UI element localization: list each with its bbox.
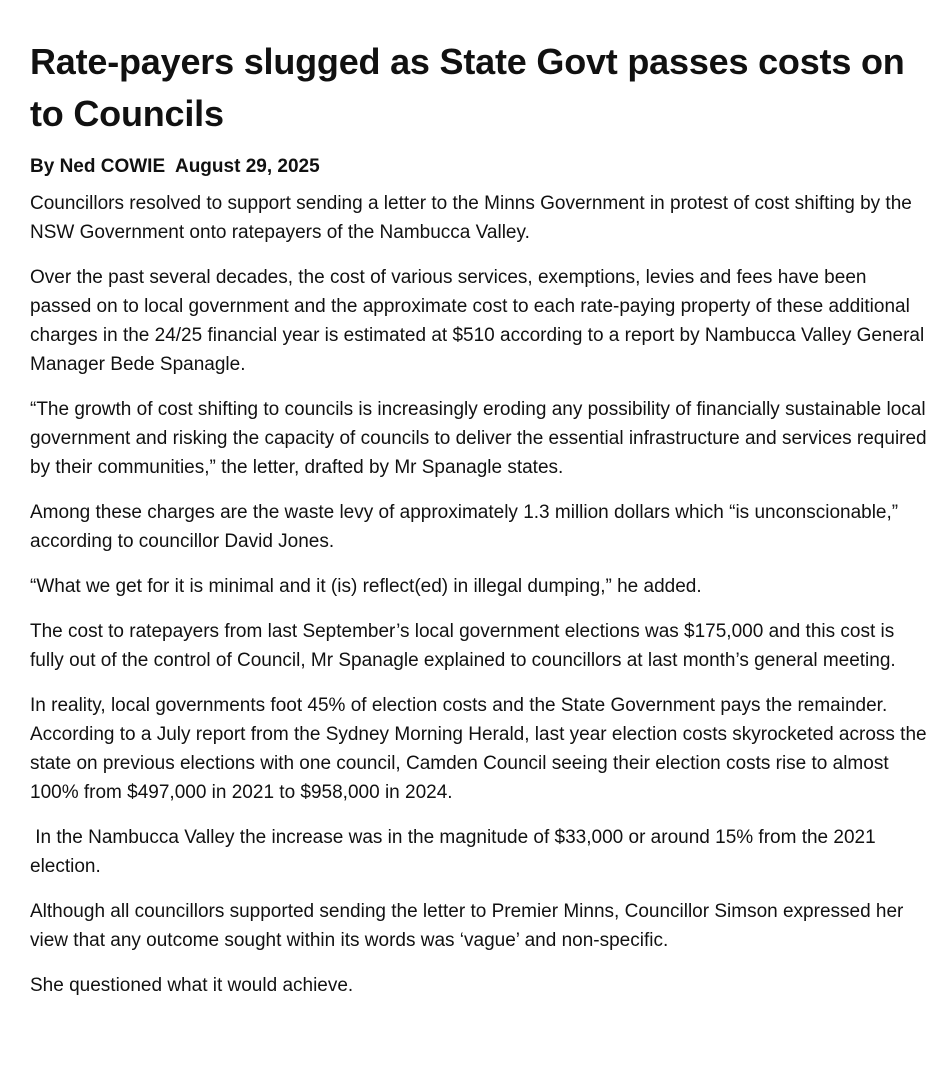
article-paragraph: She questioned what it would achieve. <box>30 975 354 996</box>
article-paragraph: In the Nambucca Valley the increase was in the magnitude of $33,000 or around 15% from the 2021 election. <box>30 827 881 877</box>
article-paragraph: Among these charges are the waste levy of approximately 1.3 million dollars which “is unconscionable,” according to councillor David Jones. <box>30 502 899 552</box>
article-paragraph: Although all councillors supported sending the letter to Premier Minns, Councillor Simson expressed her view that any outcome sought within its words was ‘vague’ and non-specific. <box>30 901 904 951</box>
article-paragraph: In reality, local governments foot 45% of election costs and the State Government pays the remainder. According to a July report from the Sydney Morning Herald, last year election costs skyrocketed across the state on previous elections with one council, Camden Council seeing their election costs rise to almost 100% from $497,000 in 2021 to $958,000 in 2024. <box>30 695 927 803</box>
article-paragraph: “The growth of cost shifting to councils is increasingly eroding any possibility of financially sustainable local government and risking the capacity of councils to deliver the essential infrastructure and services required by their communities,” the letter, drafted by Mr Spanagle states. <box>30 399 927 478</box>
article-byline: By Ned COWIE August 29, 2025 <box>30 156 320 177</box>
article-paragraph: Over the past several decades, the cost of various services, exemptions, levies and fees have been passed on to local government and the approximate cost to each rate-paying property of these additional charges in the 24/25 financial year is estimated at $510 according to a report by Nambucca Valley General Manager Bede Spanagle. <box>30 267 925 375</box>
article-paragraph: “What we get for it is minimal and it (is) reflect(ed) in illegal dumping,” he added. <box>30 576 702 597</box>
article-paragraph: The cost to ratepayers from last September’s local government elections was $175,000 and this cost is fully out of the control of Council, Mr Spanagle explained to councillors at last month’s general meeting. <box>30 621 896 671</box>
article-paragraph: Councillors resolved to support sending a letter to the Minns Government in protest of cost shifting by the NSW Government onto ratepayers of the Nambucca Valley. <box>30 193 912 243</box>
article-headline: Rate-payers slugged as State Govt passes costs on to Councils <box>30 41 905 134</box>
